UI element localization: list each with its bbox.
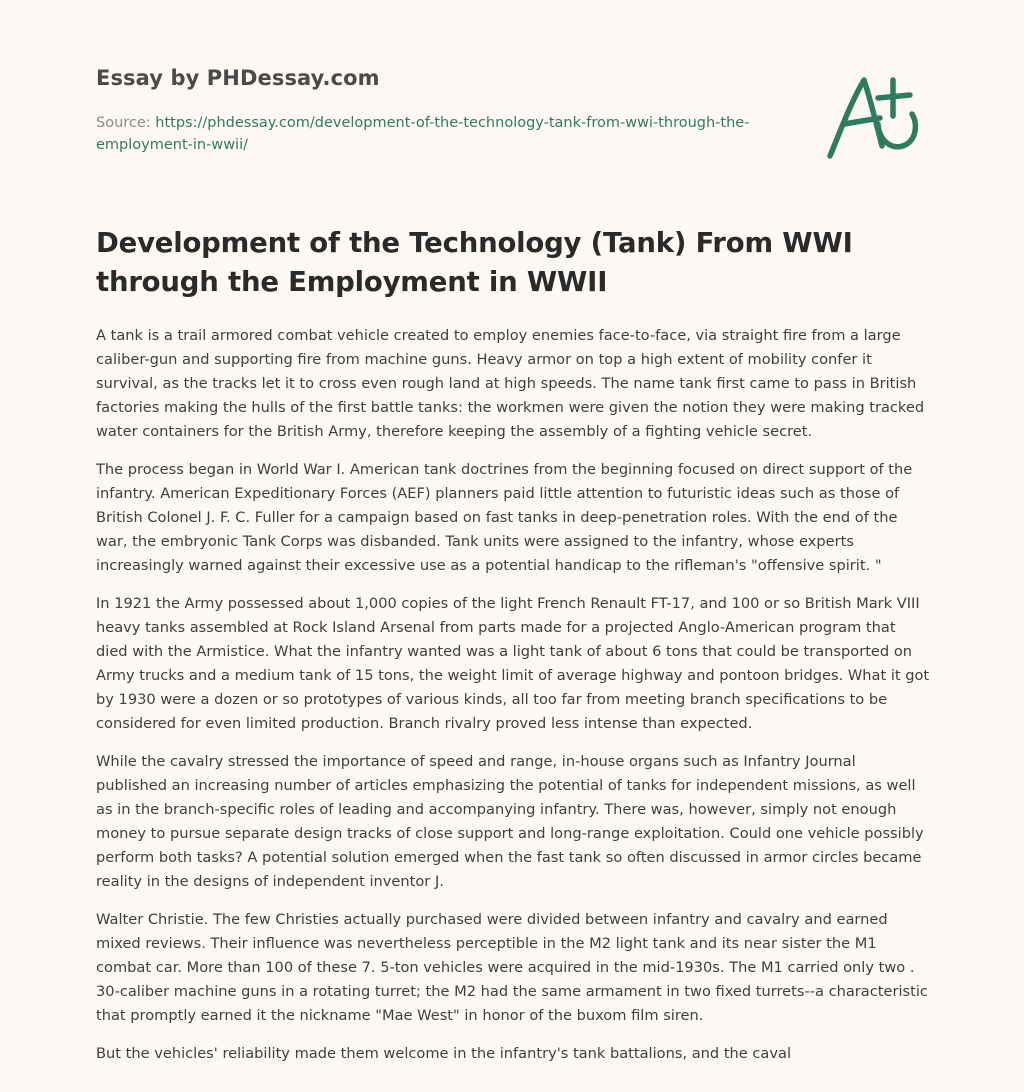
a-plus-grade-icon [824, 68, 924, 164]
essay-paragraph: A tank is a trail armored combat vehicle created to employ enemies face-to-face, via straight fire from a large caliber-gun and supporting fire from machine guns. Heavy armor on top a high extent of mobility confer it survival, as the tracks let it to cross even rough land at high speeds. The name tank first came to pass in British factories making the hulls of the first battle tanks: the workmen were given the notion they were making tracked water containers for the British Army, therefore keeping the assembly of a fighting vehicle secret. [96, 327, 925, 440]
essay-paragraph: But the vehicles' reliability made them welcome in the infantry's tank battalions, and the caval [96, 1045, 792, 1062]
source-link[interactable]: https://phdessay.com/development-of-the-technology-tank-from-wwi-through-the-employment-in-wwii/ [96, 115, 750, 153]
essay-paragraph: Walter Christie. The few Christies actually purchased were divided between infantry and cavalry and earned mixed reviews. Their influence was nevertheless perceptible in the M2 light tank and its near sister the M1 combat car. More than 100 of these 7. 5-ton vehicles were acquired in the mid-1930s. The M1 carried only two . 30-caliber machine guns in a rotating turret; the M2 had the same armament in two fixed turrets--a characteristic that promptly earned it the nickname "Mae West" in honor of the buxom film siren. [96, 911, 928, 1024]
essay-paragraph: While the cavalry stressed the importance of speed and range, in-house organs such as Infantry Journal published an increasing number of articles emphasizing the potential of tanks for independent missions, as well as in the branch-specific roles of leading and accompanying infantry. There was, however, simply not enough money to pursue separate design tracks of close support and long-range exploitation. Could one vehicle possibly perform both tasks? A potential solution emerged when the fast tank so often discussed in armor circles became reality in the designs of independent inventor J. [96, 753, 924, 890]
site-brand: Essay by PHDessay.com [96, 66, 380, 90]
essay-paragraph: In 1921 the Army possessed about 1,000 copies of the light French Renault FT-17, and 100 or so British Mark VIII heavy tanks assembled at Rock Island Arsenal from parts made for a projected Anglo-American program that died with the Armistice. What the infantry wanted was a light tank of about 6 tons that could be transported on Army trucks and a medium tank of 15 tons, the weight limit of average highway and pontoon bridges. What it got by 1930 were a dozen or so prototypes of various kinds, all too far from meeting branch specifications to be considered for even limited production. Branch rivalry proved less intense than expected. [96, 595, 930, 732]
essay-body [96, 324, 930, 1080]
source-label: Source: [96, 115, 151, 131]
source-line [96, 112, 756, 156]
essay-paragraph: The process began in World War I. American tank doctrines from the beginning focused on direct support of the infantry. American Expeditionary Forces (AEF) planners paid little attention to futuristic ideas such as those of British Colonel J. F. C. Fuller for a campaign based on fast tanks in deep-penetration roles. With the end of the war, the embryonic Tank Corps was disbanded. Tank units were assigned to the infantry, whose experts increasingly warned against their excessive use as a potential handicap to the rifleman's "offensive spirit. " [96, 461, 913, 574]
essay-title: Development of the Technology (Tank) From WWI through the Employment in WWII [96, 227, 853, 298]
